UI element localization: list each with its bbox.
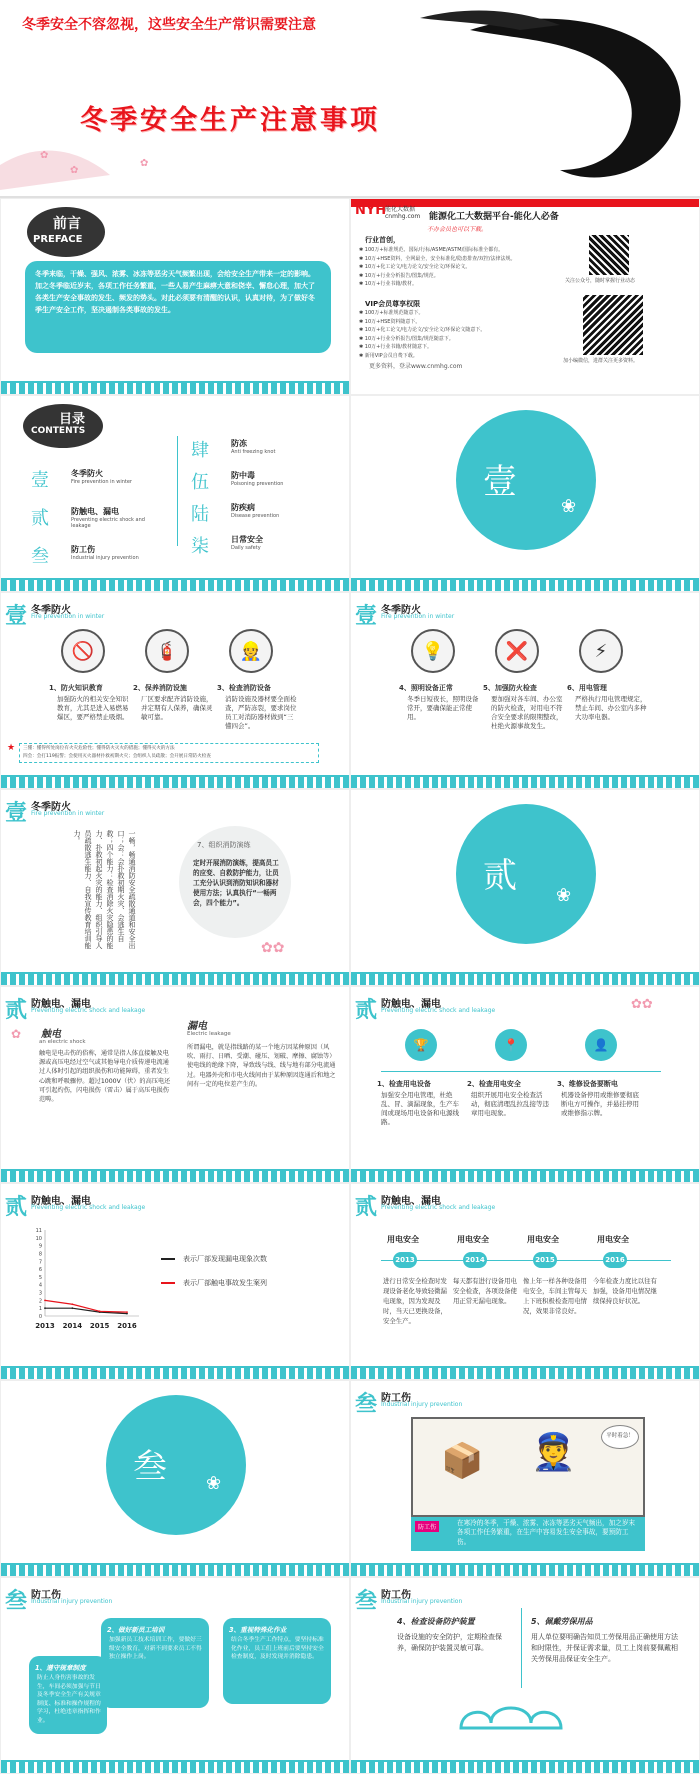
x-tick-label: 2016 [117,1322,137,1330]
slide-subtitle: Preventing electric shock and leakage [31,1204,146,1211]
legend-label: 表示厂部触电事故发生案列 [183,1279,267,1287]
ad-section2: VIP会员尊享权限 [365,300,421,308]
shock-text: 触电是电击伤的俗称，通常是指人体直接触及电源或高压电经过空气或其他导电介质传递电流通过人体时引起的组织损伤和功能障碍，重者发生心跳和呼吸骤停。超过1000V（伏）的高压电还可引起灼伤，闪电损伤（雷击）属于高压电损伤范畴。 [39,1050,171,1104]
data-point [126,1311,128,1313]
preface-text: 冬季来临，干燥、强风、浓雾、冰冻等恶劣天气频繁出现，会给安全生产带来一定的影响。加之冬季临近岁末，各项工作任务繁重，一些人易产生麻痹大意和侥幸、懈怠心理，加大了各类生产安全事故的发生、频发的势头。对此必须要有清醒的认识，认真对待，为了做好冬季生产安全工作，坚决遏制各类事故的发生。 [25,261,331,353]
slide-title: 防工伤 [31,1590,61,1601]
inspection-photo-icon: 👷 [229,629,273,673]
pattern-band [351,1368,699,1379]
item-text: 冬季日短夜长，照明设备常开，要确保能正常使用。 [407,695,479,721]
legend-swatch [161,1258,175,1260]
preface-subtitle: PREFACE [33,234,83,245]
pattern-band [351,1171,699,1182]
leak-heading-en: Electric leakage [187,1031,231,1037]
y-tick-label: 5 [38,1274,42,1281]
timeline-tab: 用电安全 [387,1235,419,1244]
pattern-band [1,1171,349,1182]
item-caption: 2、检查用电安全 [467,1080,521,1088]
contents-item-title[interactable]: 防冻 [231,439,247,448]
electric-slide-2 [350,986,700,1183]
ad-line: ✱ 10万+化工论文/电力论文/安全论文/环保论文。 [359,264,471,270]
plum-blossom-icon: ✿✿ [631,997,653,1012]
divider [177,436,178,546]
contents-item-en: Industrial injury prevention [71,555,139,561]
plum-blossom-icon: ✿✿ [261,940,285,956]
contents-item-en: Anti freezing knot [231,449,276,455]
year-text: 每天都有进行设备用电安全检查，各项设备使用正常无漏电现象。 [453,1277,517,1305]
machine-icon: 📦 [441,1441,484,1481]
year-text: 像上年一样各种设备用电安全，车间主管每天上下班积极检查用电情况，效果非常良好。 [523,1277,587,1315]
contents-item-title[interactable]: 防工伤 [71,545,95,554]
slide-title: 冬季防火 [381,605,421,616]
slide-subtitle: Preventing electric shock and leakage [381,1204,496,1211]
pattern-band [1,1368,349,1379]
vertical-text [41,830,137,950]
item-caption: 3、检查消防设备 [217,684,271,692]
ad-title: 能源化工大数据平台-能化人必备 [429,212,559,222]
section-2-slide [350,789,700,986]
main-title: 冬季安全生产注意事项 [80,105,380,136]
y-tick-label: 10 [35,1235,42,1242]
contents-slide [0,395,350,592]
slide-number: 贰 [355,997,378,1023]
injury-slide-1 [350,1380,700,1577]
section-number: 叁 [133,1447,167,1487]
x-tick-label: 2013 [35,1322,55,1330]
slide-title: 冬季防火 [31,802,71,813]
electric-warning-icon: ⚡ [579,629,623,673]
data-point [71,1303,73,1305]
title-slide [0,0,700,198]
ad-tagline: 不办会员也可以下载。 [427,226,488,233]
slide-title: 冬季防火 [31,605,71,616]
contents-number: 叁 [31,546,49,567]
item-text: 组织开展用电安全检查活动，彻底清理乱拉乱接等违章用电现象。 [471,1091,549,1117]
item-caption: 4、照明设备正常 [399,684,453,692]
contents-item-en: Daily safety [231,545,261,551]
ad-line: ✱ 10万+行业分析报告/图集/规范。 [359,272,439,279]
timeline-line [381,1071,661,1072]
ad-line: ✱ 新用VIP会员自费下载。 [359,352,418,359]
data-point [99,1310,101,1312]
item-caption: 6、用电管理 [567,684,607,692]
pattern-band [351,580,699,591]
electric-slide-1 [0,986,350,1183]
data-point [44,1299,46,1301]
timeline-tab: 用电安全 [597,1235,629,1244]
item-caption: 1、检查用电设备 [377,1080,431,1088]
ad-line: ✱ 10万+行业书籍/教材。 [359,281,418,287]
cloud-pattern-icon [451,1698,571,1738]
section-number: 壹 [483,462,517,502]
injury-text: 在寒冷的冬季，干燥、浓雾、冰冻等恶劣天气频出，加之岁末各项工作任务繁重，在生产中容易发生安全事故，要预防工伤。 [457,1519,636,1546]
guard-text: 设备设施的安全防护，定期检查保养，确保防护装置灵敏可靠。 [397,1633,502,1652]
x-tick-label: 2015 [89,1322,110,1330]
legend-swatch [161,1282,175,1284]
contents-item-title[interactable]: 防中毒 [231,471,255,480]
injury-slide-2 [0,1577,350,1774]
slide-number: 贰 [5,997,28,1023]
qr1-caption: 关注公众号，随时掌握行业动态 [565,278,636,284]
speech-bubble: 平时着急！ [601,1425,639,1449]
ad-section1: 行业首创， [365,236,400,244]
ad-site: cnmhg.com [385,213,421,220]
pattern-band [351,777,699,788]
drill-title: 7、组织消防演练 [197,841,251,849]
ad-footer[interactable]: 更多资料，登录www.cnmhg.com [369,363,463,370]
electric-slide-4 [350,1183,700,1380]
item-text: 机器设备停用或维修要彻底断电方可操作，并悬挂停用或维修指示牌。 [561,1091,639,1117]
slide-number: 壹 [5,800,28,826]
note-1: 三懂：懂得所处岗位有火灾危险性；懂得防火灭火的措施；懂得灭火的方法 [23,746,175,751]
teal-ink-blob [106,1395,246,1535]
pattern-band [1,580,349,591]
contents-item-en: Disease prevention [231,513,280,519]
ad-line: ✱ 100万+标准规范、国际/行标/ASME/ASTM/国际标准全都有。 [359,247,504,253]
item-text: 要加强对各车间、办公室的防火检查，对用电不符合安全要求的限期整改，杜绝火源事故发生。 [491,695,563,730]
ad-line: ✱ 10万+行业书籍/教材随意下。 [359,344,433,350]
contents-item-en: Preventing electric shock and leakage [71,517,145,529]
flower-icon: ❀ [561,496,577,517]
data-point [71,1307,73,1309]
banner-text: 冬季安全不容忽视，这些安全生产常识需要注意 [22,17,316,33]
pattern-band [1,974,349,985]
fire-slide-1 [0,592,350,789]
contents-item-en: Poisoning prevention [231,481,284,487]
card-title: 3、重视特殊化作业 [229,1626,287,1634]
card-title: 1、遵守规章制度 [35,1664,86,1672]
pattern-band [351,1565,699,1576]
leak-heading: 漏电 [187,1021,207,1032]
card-text: 加强新员工技术培训工作，要做好三级安全教育，对新不到要求员工不得独立操作上岗。 [109,1637,202,1660]
slide-title: 防触电、漏电 [381,1196,441,1207]
ppe-heading: 5、佩戴劳保用品 [531,1617,593,1626]
ad-line: ✱ 10万+化工论文/电力论文/安全论文/环保论文随意下。 [359,327,486,333]
year-text: 今年检查力度比以往有加强，设备用电情况继续保持良好状况。 [593,1277,657,1305]
slide-title: 防工伤 [381,1393,411,1404]
section-3-slide [0,1380,350,1577]
item-text: 加强防火的相关安全知识教育，尤其是进入易燃易爆区，要严格禁止吸烟。 [57,695,129,721]
year-badge: 2013 [393,1252,417,1268]
slide-number: 贰 [355,1194,378,1220]
series-line [45,1308,127,1313]
preface-slide [0,198,350,395]
lighting-photo-icon: 💡 [411,629,455,673]
drill-text: 定时开展消防演练，提高员工的应变、自救防护能力，让员工充分认识到消防知识和器材使用方法；认真执行“一畅两会，四个能力”。 [193,859,279,907]
y-tick-label: 9 [38,1243,42,1250]
contents-number: 肆 [191,440,209,461]
pattern-band [351,1762,699,1773]
item-caption: 5、加强防火检查 [483,684,537,692]
y-tick-label: 0 [38,1314,42,1320]
item-text: 严格执行用电管理规定，禁止车间、办公室内多种大功率电器。 [575,695,647,721]
plum-blossom-icon: ✿ [40,150,49,161]
plum-blossom-icon: ✿ [140,158,149,169]
pattern-band [1,1565,349,1576]
qr2-caption: 加小编微信，进群关注更多资料。 [563,358,639,364]
item-caption: 3、维修设备要断电 [557,1080,618,1088]
divider [521,1608,522,1688]
slide-subtitle: Fire prevention in winter [31,810,105,817]
slide-number: 壹 [5,603,28,629]
pattern-band [1,777,349,788]
worker-icon: 👮 [531,1432,576,1473]
guard-heading: 4、检查设备防护装置 [397,1617,475,1626]
slide-subtitle: Fire prevention in winter [381,613,455,620]
y-tick-label: 6 [38,1267,42,1274]
note-2: 四会：会打119报警；会使用灭火器材扑救初期火灾；会组织人员疏散；会开展日常防火检查 [23,754,211,759]
year-badge: 2015 [533,1252,557,1268]
ad-line: ✱ 10万+HSE资料，全网最全，安全标准化/隐患排查/双控/法律法规。 [359,255,516,262]
contents-item-title[interactable]: 防疾病 [231,503,255,512]
fire-slide-3 [0,789,350,986]
x-tick-label: 2014 [62,1322,83,1330]
slide-subtitle: Preventing electric shock and leakage [31,1007,146,1014]
section-number: 贰 [483,856,517,896]
y-tick-label: 11 [35,1228,42,1234]
year-badge: 2014 [463,1252,487,1268]
item-text: 消防设施及器材要全面检查，严防冻裂，要求岗位员工对消防器材做到“三懂四会”。 [225,695,297,730]
col2: 会：会扑救初期火灾、会逃生自救；四个能力：检查消除火灾隐患的能力、扑救初起火灾的能力、组织引导人员疏散逃生能力、自我宣传教育培训能力。 [73,830,125,949]
flower-icon: ❀ [206,1473,222,1494]
data-point [126,1313,128,1315]
item-caption: 1、防火知识教育 [49,684,103,692]
shock-heading: 触电 [41,1029,61,1040]
teal-ink-blob [456,804,596,944]
shock-heading-en: an electric shock [39,1039,86,1045]
contents-item-title[interactable]: 日常安全 [231,535,263,544]
ad-logo: NYH [355,203,387,218]
plum-blossom-icon: ✿ [11,1027,22,1041]
flower-icon: ❀ [556,885,572,906]
pattern-band [351,974,699,985]
ad-logo-sub: 能化大数据 [385,206,416,213]
electric-slide-3 [0,1183,350,1380]
contents-number: 贰 [31,508,49,529]
legend-label: 表示厂部发现漏电现象次数 [183,1255,267,1263]
contents-number: 柒 [191,536,209,557]
qr-code-icon [583,295,643,355]
slide-title: 防触电、漏电 [381,999,441,1010]
y-tick-label: 3 [38,1290,42,1297]
slide-number: 叁 [355,1588,378,1614]
data-point [44,1307,46,1309]
item-text: 加强安全用电管理，杜绝乱、冒、滴漏现象，生产车间或现场用电设备和电源线路。 [381,1091,459,1126]
year-text: 进行日常安全检查时发现设备老化导致轻微漏电现象，因为发现及时，当天已更换设备，安全生产。 [383,1277,447,1325]
star-icon: ★ [7,743,16,753]
ad-line: ✱ 100万+标准规范随意下。 [359,310,424,316]
slide-subtitle: Industrial injury prevention [31,1598,113,1605]
ad-slide [350,198,700,395]
contents-number: 陆 [191,504,209,525]
timeline-tab: 用电安全 [457,1235,489,1244]
injury-slide-3 [350,1577,700,1774]
slide-title: 防触电、漏电 [31,1196,91,1207]
card-title: 2、做好新员工培训 [107,1626,165,1634]
slide-number: 叁 [5,1588,28,1614]
line-chart [1,1184,350,1354]
leak-text: 所谓漏电，就是指线路的某一个地方因某种原因（风吹、雨打、日晒、受潮、碰压、划破、摩擦、腐蚀等）使电线的绝缘下降，导致线与线、线与地有部分电流通过。电器外壳和市电火线间由于某种原因连通后和地之间有一定的电位差产生的。 [187,1044,336,1088]
section-1-slide [350,395,700,592]
teal-ink-blob [456,410,596,550]
slide-number: 壹 [355,603,378,629]
contents-subtitle: CONTENTS [31,426,86,436]
plum-blossom-icon: ✿ [70,165,79,176]
trophy-icon: 🏆 [405,1029,437,1061]
contents-number: 伍 [191,472,209,493]
slide-number: 叁 [355,1391,378,1417]
card-text: 防止人身伤害事故的发生，车间必须加强与节日及冬季安全生产有关规章制度、标准和操作规程的学习，杜绝违章指挥和作业。 [37,1675,101,1724]
year-badge: 2016 [603,1252,627,1268]
qr-code-icon [589,235,629,275]
contents-title: 目录 [59,412,86,427]
injury-badge: 防工伤 [415,1521,439,1532]
check-photo-icon: ❌ [495,629,539,673]
ad-line: ✱ 10万+行业分析报告/图集/规范随意下。 [359,335,454,342]
ad-line: ✱ 10万+HSE资料随意下。 [359,318,421,325]
y-tick-label: 1 [38,1306,42,1313]
slide-title: 防工伤 [381,1590,411,1601]
contents-number: 壹 [31,470,49,491]
slide-subtitle: Preventing electric shock and leakage [381,1007,496,1014]
preface-title: 前言 [53,216,81,232]
location-icon: 📍 [495,1029,527,1061]
contents-item-title[interactable]: 防触电、漏电 [71,507,119,516]
col1: 一畅，畅通消防安全疏散通道和安全出口； [117,830,136,949]
y-tick-label: 4 [38,1282,42,1289]
card-text: 结合冬季生产工作特点，要坚持标准化作业，员工们上班前后要坚持安全检查制度，及时发现并消除隐患。 [231,1637,324,1660]
no-fire-icon: 🚫 [61,629,105,673]
item-caption: 2、保养消防设施 [133,684,187,692]
slide-subtitle: Fire prevention in winter [31,613,105,620]
y-tick-label: 2 [38,1298,42,1305]
slide-subtitle: Industrial injury prevention [381,1598,463,1605]
fire-slide-2 [350,592,700,789]
item-text: 厂区要求配齐消防设施，并定期有人保养，确保灵敏可靠。 [141,695,213,721]
contents-item-title[interactable]: 冬季防火 [71,469,103,478]
slide-subtitle: Industrial injury prevention [381,1401,463,1408]
timeline-tab: 用电安全 [527,1235,559,1244]
pattern-band [1,383,349,394]
slide-number: 贰 [5,1194,28,1220]
extinguisher-photo-icon: 🧯 [145,629,189,673]
contents-item-en: Fire prevention in winter [71,479,132,485]
pattern-band [1,1762,349,1773]
ppe-text: 用人单位要明确告知员工劳保用品正确使用方法和时限性，并保证需求量，员工上岗前要佩戴相关劳保用品保证安全生产。 [531,1633,678,1663]
slide-title: 防触电、漏电 [31,999,91,1010]
timeline-line [381,1260,671,1261]
person-icon: 👤 [585,1029,617,1061]
y-tick-label: 7 [38,1259,42,1266]
y-tick-label: 8 [38,1251,42,1258]
